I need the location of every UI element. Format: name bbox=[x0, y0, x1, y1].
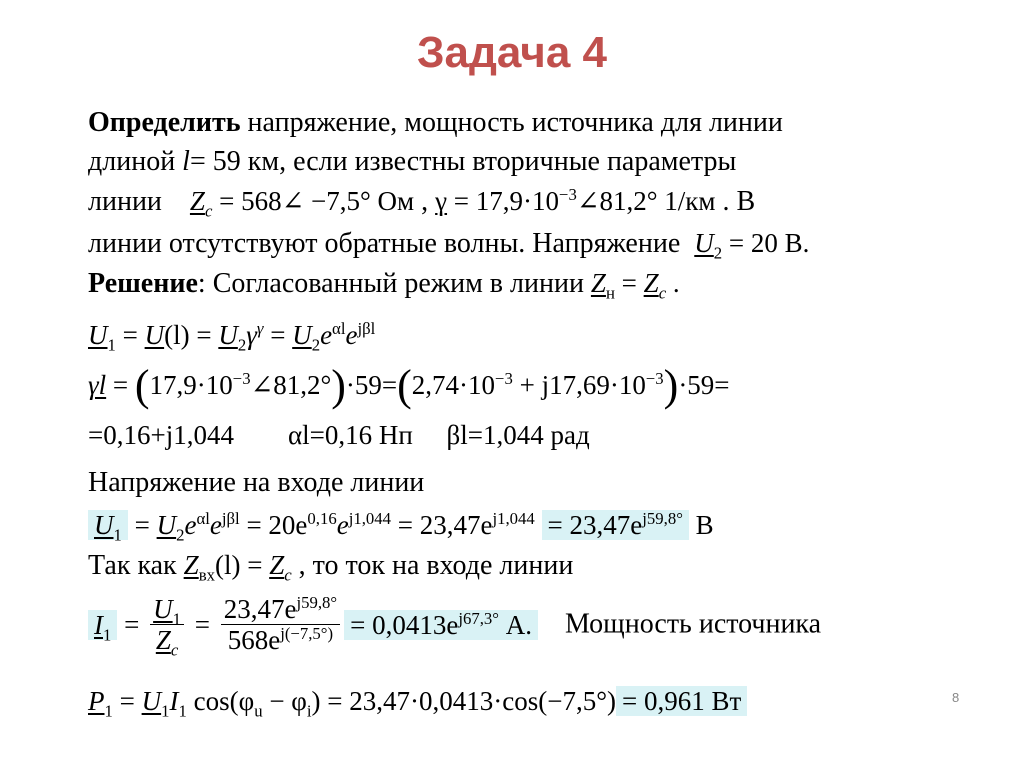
problem-text: = 59 км, если известны вторичные параметры bbox=[189, 146, 737, 177]
problem-text: линии отсутствуют обратные волны. Напряжение bbox=[88, 228, 681, 259]
eq-current-line: $I_1$ = $\frac{U_1}{Z_c}$ = $\frac{23,47e^{j59,8^\circ}}{568e^{j(-7,5^\circ)}}$ = $0,0413e^{j67,3^\circ}$ А. Мощность источника bbox=[88, 594, 821, 655]
eq-u1-line: $U_1 = U(l) = U_2\gamma^\gamma = U_2e^{\alpha l}e^{j\beta l}$ bbox=[88, 319, 376, 355]
eq-gamma-l-line: $\gamma l = (17,9\cdot 10^{-3}\angle 81,2^\circ)\cdot 59=(2,74\cdot 10^{-3} + j17,69\cdot 10^{-3})\cdot 59=$ bbox=[88, 361, 730, 410]
highlight-current-result: = $0,0413e^{j67,3^\circ}$ А. bbox=[344, 610, 538, 640]
page-number: 8 bbox=[952, 690, 960, 705]
highlight-power-result: = 0,961 Вт bbox=[616, 686, 747, 716]
solution-label: Решение bbox=[88, 268, 198, 299]
problem-line-4 bbox=[88, 226, 809, 261]
power-label: Мощность источника bbox=[564, 608, 822, 640]
highlight-u1-result: = $23,47e^{j59,8^\circ}$ bbox=[542, 510, 689, 540]
problem-text: . В bbox=[722, 186, 756, 217]
zc-formula: $Z_c$ = 568∠ −7,5° Ом bbox=[189, 186, 415, 221]
solution-line: Решение: Согласованный режим в линии $Z_н = Z_c$ . bbox=[88, 268, 680, 303]
zn-formula: $Z_н = Z_c$ . bbox=[590, 268, 680, 303]
eq-u1-input-line: $U_1 = U_2e^{\alpha l}e^{j\beta l} = 20e^{0,16}e^{j1,044} = 23,47e^{j1,044} = 23,47e^{j59,8^\circ}$ В bbox=[88, 508, 714, 542]
fraction-values: $\frac{23,47e^{j59,8^\circ}}{568e^{j(-7,5^\circ)}}$ bbox=[221, 594, 340, 655]
fraction-u1-zc: $\frac{U_1}{Z_c}$ bbox=[150, 594, 184, 655]
gamma-formula: $\gamma = 17,9\cdot 10^{-3}\angle 81,2^\circ$ 1/км bbox=[435, 185, 716, 216]
lead-bold: Определить bbox=[88, 107, 241, 138]
solution-text: Согласованный режим в линии bbox=[205, 268, 591, 299]
length-var: l bbox=[182, 146, 190, 177]
problem-text: линии bbox=[88, 186, 162, 217]
separator: , bbox=[414, 186, 436, 217]
since-line: Так как $Z_{вх}(l) = Z_c$ , то ток на входе линии bbox=[88, 550, 574, 585]
problem-line-1 bbox=[88, 106, 783, 140]
eq-result-line: =0,16+j1,044 αl=0,16 Нп βl=1,044 рад bbox=[88, 420, 590, 450]
problem-line-2 bbox=[88, 145, 736, 179]
problem-line-3 bbox=[88, 184, 755, 219]
slide-title: Задача 4 bbox=[416, 28, 608, 77]
u2-formula: $U_2 = 20$ В. bbox=[694, 228, 810, 263]
problem-text: длиной bbox=[88, 146, 183, 177]
problem-text: напряжение, мощность источника для линии bbox=[240, 107, 783, 138]
eq-power-line: $P_1 = U_1I_1$ $\cos(\varphi_u - \varphi_i) = 23,47\cdot 0,0413\cdot\cos(-7,5^\circ) = 0,961$ Вт bbox=[88, 684, 747, 718]
input-voltage-label: Напряжение на входе линии bbox=[88, 467, 425, 498]
